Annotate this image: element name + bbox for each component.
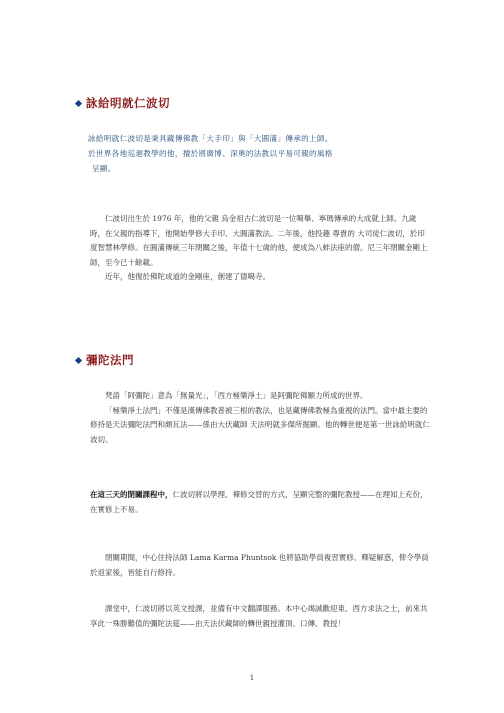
staff-paragraph: 閉關期間，中心住持法師 Lama Karma Phuntsok 也將協助學員複習實修、釋疑解惑，俾令學員於返家後，皆能自行修持。 — [90, 553, 429, 577]
amitabha-paragraph: 梵語「阿彌陀」意為「無量光」，「西方極樂淨土」是阿彌陀佛願力所成的世界。 — [105, 391, 368, 400]
staff-block — [90, 551, 430, 580]
heading-text: 詠給明就仁波切 — [86, 96, 170, 110]
intro-block — [88, 131, 438, 176]
retreat-bold-lead: 在這三天的閉關課程中， — [90, 490, 173, 499]
retreat-block — [90, 488, 430, 517]
retreat-paragraph — [90, 488, 430, 517]
closing-paragraph: 課堂中，仁波切將以英文授課，並備有中文翻譯服務。本中心竭誠歡迎東、西方求法之士，前來共享此一殊勝難值的彌陀法筵——由天法伏藏師的轉世親授灌頂、口傳、教授！ — [90, 604, 428, 628]
biography-paragraph: 仁波切出生於 1976 年，他的父親 烏金祖古仁波切是一位噶舉、寧瑪傳承的大成就上師。九歲時，在父親的指導下，他開始學修大手印、大圓滿教法。二年後，他投趣 尊貴的 大司徒仁波切，於印度智慧林學修。在圓滿傳統三年閉關之後，年值十七歲的他，便成為八蚌法座的僧。尼三年閉關金剛上師，至今已十餘載。 — [90, 214, 428, 267]
closing-block — [90, 602, 430, 631]
section-heading-mingyur — [76, 95, 170, 111]
diamond-bullet-icon — [75, 356, 82, 363]
section-heading-amitabha — [76, 352, 134, 368]
intro-line: 呈顯。 — [92, 164, 116, 173]
biography-block — [90, 212, 430, 285]
diamond-bullet-icon — [75, 99, 82, 106]
page-number: 1 — [249, 674, 255, 682]
retreat-text: 仁波切將以學理、禪修交替的方式，呈顯完整的彌陀教授——在理知上充份，在實修上不易。 — [90, 490, 428, 514]
biography-paragraph: 近年，他復於佛陀成道的金剛座，創建了德噶寺。 — [105, 272, 270, 281]
heading-text: 彌陀法門 — [86, 353, 134, 367]
intro-line: 詠給明就仁波切是秉具藏傳佛教「大手印」與「大圓滿」傳承的上師。 — [88, 134, 333, 143]
amitabha-paragraph: 「極樂淨土法門」不僅是漢傳佛教普被三根的教法，也是藏傳佛教極為重視的法門。當中最主要的修持是天法彌陀法門和頗瓦法——係由大伏藏師 天法明就多傑所掘顯。他的轉世便是第一世詠給明就仁波切。 — [90, 405, 430, 444]
amitabha-intro-block — [90, 389, 430, 447]
intro-line: 於世界各地巡迴教學的他，擅於將廣博、深奧的法教以平易可親的風格 — [88, 149, 333, 158]
